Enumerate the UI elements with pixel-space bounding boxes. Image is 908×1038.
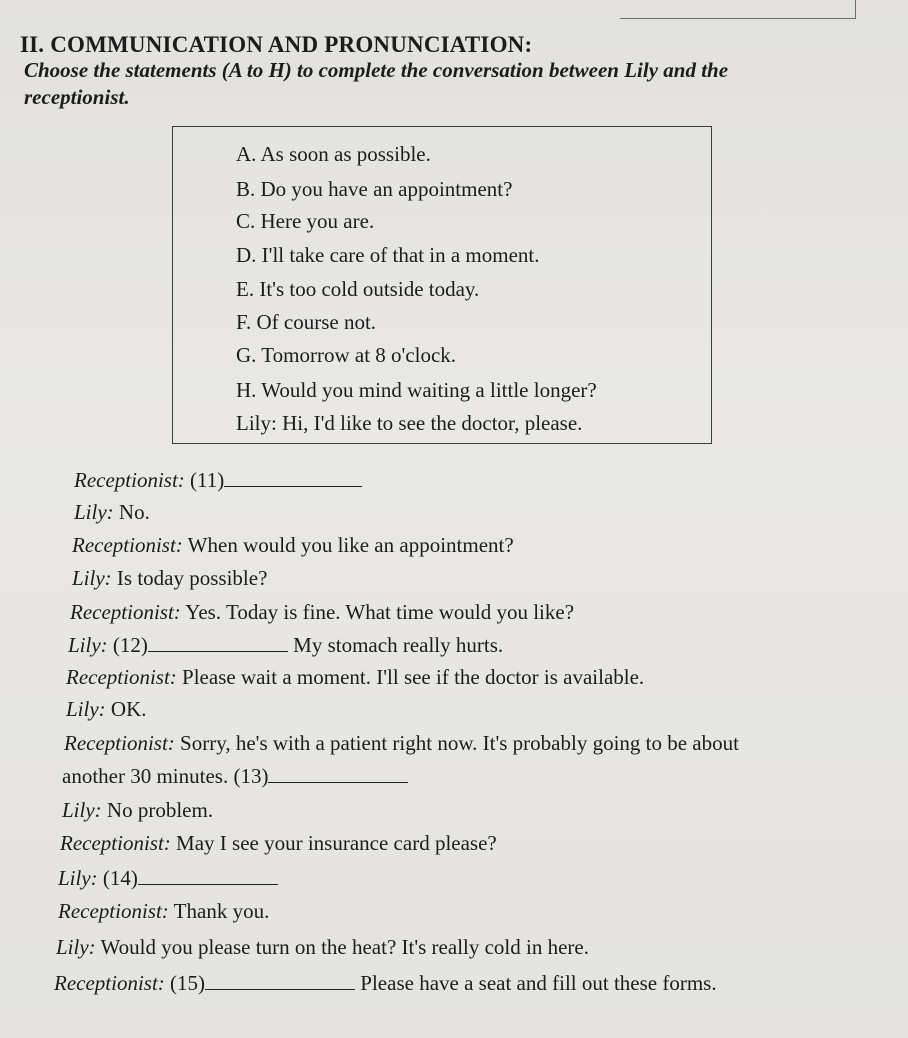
option-lily-greeting: Lily: Hi, I'd like to see the doctor, please.	[236, 411, 583, 435]
line-text: When would you like an appointment?	[187, 533, 514, 557]
dialogue-line	[60, 831, 497, 856]
dialogue-line	[62, 798, 213, 823]
option-f: F. Of course not.	[236, 310, 377, 334]
speaker-label: Lily:	[62, 798, 102, 822]
line-text: Is today possible?	[116, 566, 268, 590]
line-text: Please wait a moment. I'll see if the doctor is available.	[182, 665, 645, 689]
dialogue-line-14	[58, 866, 278, 891]
line-text: Sorry, he's with a patient right now. It's probably going to be about	[180, 731, 739, 755]
dialogue-line-11	[74, 468, 362, 493]
line-text: (15)	[170, 971, 206, 995]
line-text: (11)	[190, 468, 225, 492]
speaker-label: Receptionist:	[54, 971, 165, 995]
line-text-after: Please have a seat and fill out these forms.	[360, 971, 717, 995]
speaker-label: Receptionist:	[70, 600, 181, 624]
dialogue-line	[64, 731, 739, 756]
option-c: C. Here you are.	[236, 209, 375, 233]
speaker-label: Receptionist:	[64, 731, 175, 755]
line-text: (12)	[112, 633, 148, 657]
answer-blank-11[interactable]	[224, 468, 362, 487]
speaker-label: Receptionist:	[72, 533, 183, 557]
line-text: Thank you.	[173, 899, 270, 923]
speaker-label: Lily:	[72, 566, 112, 590]
dialogue-line-15	[54, 971, 717, 996]
dialogue-line	[66, 697, 147, 722]
line-text: May I see your insurance card please?	[176, 831, 497, 855]
speaker-label: Receptionist:	[58, 899, 169, 923]
option-a: A. As soon as possible.	[236, 142, 431, 166]
speaker-label: Receptionist:	[60, 831, 171, 855]
line-text: Yes. Today is fine. What time would you like?	[185, 600, 575, 624]
dialogue-line	[72, 533, 514, 558]
instruction-line-2: receptionist.	[24, 85, 130, 109]
option-h: H. Would you mind waiting a little longer?	[236, 378, 597, 402]
dialogue-line	[70, 600, 574, 625]
answer-blank-15[interactable]	[205, 971, 355, 990]
speaker-label: Lily:	[56, 935, 96, 959]
speaker-label: Lily:	[66, 697, 106, 721]
speaker-label: Lily:	[68, 633, 108, 657]
option-d: D. I'll take care of that in a moment.	[236, 243, 540, 267]
dialogue-line	[58, 899, 269, 924]
dialogue-line-12	[68, 633, 503, 658]
instruction-line-1: Choose the statements (A to H) to complete the conversation between Lily and the	[24, 58, 729, 82]
answer-blank-14[interactable]	[138, 866, 278, 885]
speaker-label: Lily:	[58, 866, 98, 890]
line-text: OK.	[110, 697, 147, 721]
dialogue-line	[72, 566, 267, 591]
option-e: E. It's too cold outside today.	[236, 277, 480, 301]
line-text: (14)	[102, 866, 138, 890]
page-corner-rule	[620, 0, 856, 19]
line-text: No.	[118, 500, 150, 524]
line-text: another 30 minutes. (13)	[62, 764, 269, 788]
option-b: B. Do you have an appointment?	[236, 177, 513, 201]
answer-blank-13[interactable]	[268, 764, 408, 783]
answer-blank-12[interactable]	[148, 633, 288, 652]
line-text: Would you please turn on the heat? It's really cold in here.	[100, 935, 589, 959]
line-text-after: My stomach really hurts.	[293, 633, 504, 657]
option-g: G. Tomorrow at 8 o'clock.	[236, 343, 457, 367]
dialogue-line	[56, 935, 589, 960]
line-text: No problem.	[106, 798, 214, 822]
speaker-label: Receptionist:	[66, 665, 177, 689]
dialogue-line	[66, 665, 644, 690]
speaker-label: Receptionist:	[74, 468, 185, 492]
speaker-label: Lily:	[74, 500, 114, 524]
section-title: II. COMMUNICATION AND PRONUNCIATION:	[20, 32, 533, 57]
dialogue-line	[74, 500, 150, 525]
dialogue-line-13	[62, 764, 408, 789]
